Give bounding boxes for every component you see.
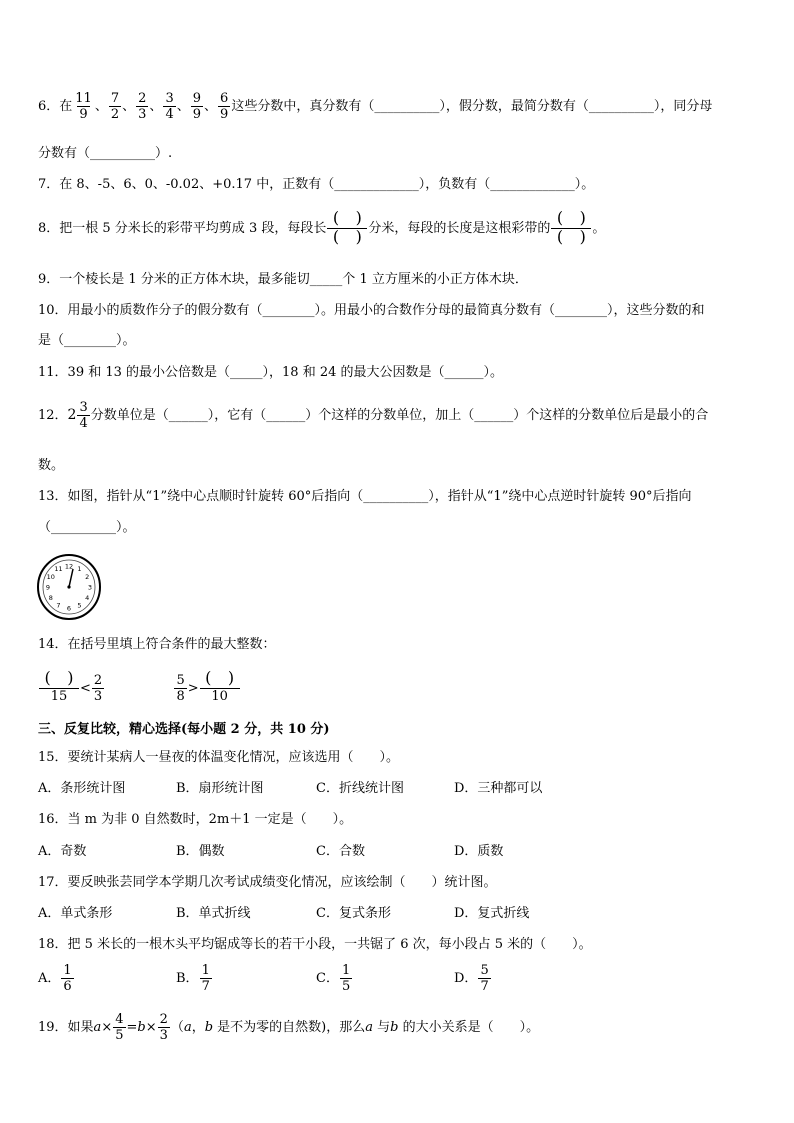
option-d[interactable]: D．三种都可以 bbox=[454, 781, 543, 796]
blank-fraction: $\frac{( )}{15}$ bbox=[39, 670, 79, 707]
question-17: 17．要反映张芸同学本学期几次考试成绩变化情况，应该绘制（ ）统计图。 bbox=[38, 875, 497, 890]
section-3-heading: 三、反复比较，精心选择(每小题 2 分，共 10 分) bbox=[38, 722, 330, 737]
question-7: 7．在 8、-5、6、0、-0.02、+0.17 中，正数有（_____________），负数有（_____________）。 bbox=[38, 177, 595, 192]
clock-number: 9 bbox=[45, 583, 51, 592]
blank-fraction: $\frac{( )}{10}$ bbox=[200, 670, 240, 707]
question-14-inequalities: $\frac{( )}{15}$ < $\frac{2}{3}$ $\frac{5}{8}$ > $\frac{( )}{10}$ bbox=[38, 670, 241, 707]
option-b[interactable]: B．扇形统计图 bbox=[176, 781, 264, 796]
clock-number: 11 bbox=[54, 565, 63, 574]
question-18: 18．把 5 米长的一根木头平均锯成等长的若干小段，一共锯了 6 次，每小段占 5 米的（ ）。 bbox=[38, 937, 592, 952]
clock-number: 2 bbox=[85, 572, 90, 581]
option-d[interactable]: D．质数 bbox=[454, 844, 504, 859]
clock-number: 12 bbox=[64, 562, 74, 571]
question-12-line2: 数。 bbox=[38, 458, 65, 473]
option-b[interactable]: B． $\frac{1}{7}$ bbox=[176, 963, 210, 994]
clock-number: 5 bbox=[77, 601, 82, 610]
question-15: 15．要统计某病人一昼夜的体温变化情况，应该选用（ ）。 bbox=[38, 750, 400, 765]
question-19: 19．如果a× $\frac{4}{5}$ =b× $\frac{2}{3}$ （a，b 是不为零的自然数)，那么a 与b 的大小关系是（ ）。 bbox=[38, 1012, 540, 1043]
question-11: 11．39 和 13 的最小公倍数是（_____），18 和 24 的最大公因数是（______）。 bbox=[38, 365, 504, 380]
clock-number: 6 bbox=[66, 604, 72, 613]
option-d[interactable]: D． $\frac{5}{7}$ bbox=[454, 963, 489, 994]
option-a[interactable]: A．单式条形 bbox=[38, 906, 113, 921]
question-14-title: 14．在括号里填上符合条件的最大整数： bbox=[38, 637, 276, 652]
question-16: 16．当 m 为非 0 自然数时，2m＋1 一定是（ ）。 bbox=[38, 812, 353, 827]
option-a[interactable]: A． $\frac{1}{6}$ bbox=[38, 963, 72, 994]
question-10-line2: 是（________）。 bbox=[38, 333, 136, 348]
option-c[interactable]: C．合数 bbox=[316, 844, 365, 859]
question-12: 12．2 $\frac{3}{4}$ 分数单位是（______），它有（______）个这样的分数单位，加上（______）个这样的分数单位后是最小的合 bbox=[38, 400, 709, 431]
option-a[interactable]: A．奇数 bbox=[38, 844, 87, 859]
clock-number: 10 bbox=[46, 572, 55, 581]
q6-line2: 分数有（__________）. bbox=[38, 146, 173, 161]
option-a[interactable]: A．条形统计图 bbox=[38, 781, 126, 796]
question-8: 8．把一根 5 分米长的彩带平均剪成 3 段，每段长 $\frac{( )}{( )}$ 分米，每段的长度是这根彩带的 $\frac{( )}{( )}$ 。 bbox=[38, 208, 606, 246]
clock-number: 7 bbox=[56, 601, 61, 610]
question-6: 6．在 $\frac{11}{9}$ 、 $\frac{7}{2}$ 、 $\frac{2}{3}$ 、 $\frac{3}{4}$ 、 $\frac{9}{9}$ 、 $\frac{6}{9}$ 这些分数中，真分数有（__________），假分数，最简分数有（__________），同分母 bbox=[38, 91, 713, 122]
option-b[interactable]: B．单式折线 bbox=[176, 906, 251, 921]
clock-number: 3 bbox=[87, 583, 93, 592]
clock-image bbox=[36, 553, 102, 621]
question-13-line1: 13．如图，指针从“1”绕中心点顺时针旋转 60°后指向（__________），指针从“1”绕中心点逆时针旋转 90°后指向 bbox=[38, 489, 692, 504]
clock-number: 4 bbox=[85, 593, 90, 602]
option-b[interactable]: B．偶数 bbox=[176, 844, 225, 859]
option-c[interactable]: C．复式条形 bbox=[316, 906, 391, 921]
q6-text: 这些分数中，真分数有（__________），假分数，最简分数有（__________），同分母 bbox=[231, 99, 713, 114]
clock-number: 1 bbox=[77, 565, 82, 574]
question-10-line1: 10．用最小的质数作分子的假分数有（________）。用最小的合数作分母的最简真分数有（________），这些分数的和 bbox=[38, 303, 705, 318]
question-9: 9．一个棱长是 1 分米的正方体木块，最多能切_____个 1 立方厘米的小正方体木块． bbox=[38, 272, 528, 287]
option-c[interactable]: C． $\frac{1}{5}$ bbox=[316, 963, 351, 994]
clock-number: 8 bbox=[48, 593, 53, 602]
option-d[interactable]: D．复式折线 bbox=[454, 906, 530, 921]
blank-fraction: $\frac{( )}{( )}$ bbox=[327, 210, 367, 247]
option-c[interactable]: C．折线统计图 bbox=[316, 781, 404, 796]
blank-fraction: $\frac{( )}{( )}$ bbox=[551, 210, 591, 247]
question-13-line2: （__________）。 bbox=[38, 520, 136, 535]
